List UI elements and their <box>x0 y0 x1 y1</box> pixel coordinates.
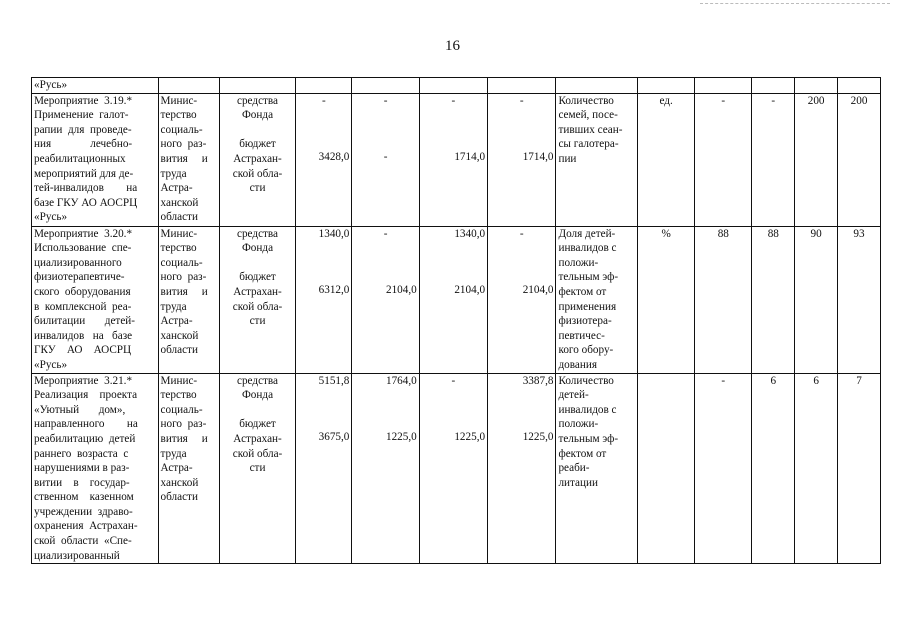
year1-cell-budget: 1225,0 <box>385 431 417 444</box>
year3-cell <box>488 373 556 564</box>
executor-cell-line: труда <box>160 167 187 180</box>
program-table <box>31 77 881 564</box>
year1-cell <box>352 373 419 564</box>
year1-cell <box>352 93 419 226</box>
indicator-cell <box>556 373 638 564</box>
indicator-cell-line: применения <box>558 300 617 313</box>
event-cell <box>32 373 159 564</box>
value-cell: - <box>752 93 795 226</box>
indicator-cell-line: Количество <box>558 94 614 107</box>
executor-cell-line: области <box>160 344 198 357</box>
executor-cell-line: труда <box>160 447 187 460</box>
source-cell-line <box>222 256 294 271</box>
table-body <box>32 93 881 564</box>
indicator-cell-line: Доля детей- <box>558 227 616 240</box>
table-row <box>32 93 881 226</box>
year1-cell <box>352 226 419 373</box>
indicator-cell-line: кого обору- <box>558 344 614 357</box>
executor-cell-line: труда <box>160 300 187 313</box>
value-cell: 88 <box>752 226 795 373</box>
total-cell <box>296 373 352 564</box>
event-line: Применение галот- <box>34 109 129 122</box>
event-cell <box>32 226 159 373</box>
value-cell: 93 <box>838 226 881 373</box>
table-row <box>32 373 881 564</box>
event-line: направленного на <box>34 418 138 431</box>
source-cell <box>219 226 296 373</box>
event-line: рапии для проведе- <box>34 123 132 136</box>
header-rule <box>700 3 890 4</box>
executor-cell-line: социаль- <box>160 256 203 269</box>
value-cell: - <box>695 373 752 564</box>
source-cell-line: Астрахан- <box>233 285 282 298</box>
event-line: нарушениями в раз- <box>34 462 130 475</box>
executor-cell-line: области <box>160 491 198 504</box>
unit-cell <box>638 373 695 564</box>
executor-cell-line: ханской <box>160 476 199 489</box>
event-line: реабилитацию детей <box>34 432 136 445</box>
year2-cell-budget: 2104,0 <box>454 284 486 297</box>
indicator-cell-line: положи- <box>558 256 599 269</box>
year1-cell-fund: - <box>383 227 388 240</box>
executor-cell-line: Минис- <box>160 374 198 387</box>
indicator-cell-line: инвалидов с <box>558 403 617 416</box>
indicator-cell <box>556 93 638 226</box>
event-line: раннего возраста с <box>34 447 129 460</box>
value-cell: 6 <box>752 373 795 564</box>
year1-cell-budget: 2104,0 <box>385 284 417 297</box>
source-cell-line: Фонда <box>241 109 274 122</box>
event-line: Использование спе- <box>34 242 132 255</box>
executor-cell <box>158 93 219 226</box>
source-cell-line <box>222 403 294 418</box>
total-cell-budget: 3428,0 <box>318 151 350 164</box>
continuation-row <box>32 78 881 94</box>
total-cell-fund: 1340,0 <box>318 227 350 240</box>
executor-cell-line: Астра- <box>160 462 193 475</box>
source-cell-line: Фонда <box>241 389 274 402</box>
indicator-cell-line: фектом от <box>558 285 607 298</box>
event-line: в комплексной реа- <box>34 300 132 313</box>
event-line: мероприятий для де- <box>34 167 134 180</box>
event-line: Мероприятие 3.21.* <box>34 374 133 387</box>
event-line: реабилитационных <box>34 152 126 165</box>
event-line: Мероприятие 3.20.* <box>34 227 133 240</box>
indicator-cell-line: положи- <box>558 418 599 431</box>
event-line: охранения Астрахан- <box>34 520 138 533</box>
event-line: циализированный <box>34 549 120 562</box>
unit-cell: ед. <box>638 93 695 226</box>
year3-cell-budget: 1225,0 <box>522 431 554 444</box>
year1-cell-budget: - <box>383 151 388 164</box>
year2-cell <box>419 226 487 373</box>
executor-cell-line: терство <box>160 389 197 402</box>
event-line: ского оборудования <box>34 285 131 298</box>
event-line: «Уютный дом», <box>34 403 126 416</box>
event-line: «Русь» <box>34 358 68 371</box>
event-line: ской области «Спе- <box>34 535 132 548</box>
year2-cell <box>419 373 487 564</box>
event-line: тей-инвалидов на <box>34 182 138 195</box>
executor-cell-line: ханской <box>160 196 199 209</box>
year1-cell-fund: 1764,0 <box>385 374 417 387</box>
event-line: билитации детей- <box>34 315 136 328</box>
year3-cell-budget: 1714,0 <box>522 151 554 164</box>
event-line: учреждении здраво- <box>34 505 133 518</box>
indicator-cell-line: реаби- <box>558 462 590 475</box>
executor-cell-line: ного раз- <box>160 271 207 284</box>
executor-cell-line: терство <box>160 109 197 122</box>
value-cell: 200 <box>838 93 881 226</box>
source-cell-line: ской обла- <box>232 167 283 180</box>
executor-cell-line: Астра- <box>160 315 193 328</box>
total-cell-budget: 6312,0 <box>318 284 350 297</box>
value-cell: 200 <box>795 93 838 226</box>
source-cell <box>219 93 296 226</box>
table-row <box>32 226 881 373</box>
indicator-cell-line: сы галотера- <box>558 138 619 151</box>
indicator-cell <box>556 226 638 373</box>
year2-cell-fund: - <box>451 374 456 387</box>
year3-cell <box>488 226 556 373</box>
value-cell: 6 <box>795 373 838 564</box>
indicator-cell-line: тивших сеан- <box>558 123 623 136</box>
total-cell-fund: 5151,8 <box>318 374 350 387</box>
event-line: ГКУ АО АОСРЦ <box>34 344 132 357</box>
indicator-cell-line: литации <box>558 476 598 489</box>
year3-cell-fund: - <box>519 94 524 107</box>
source-cell-line: бюджет <box>239 138 276 151</box>
indicator-cell-line: пии <box>558 152 577 165</box>
event-line: ния лечебно- <box>34 138 133 151</box>
event-line: «Русь» <box>34 211 68 224</box>
executor-cell-line: области <box>160 211 198 224</box>
page-number: 16 <box>445 38 460 54</box>
source-cell-line: сти <box>249 182 266 195</box>
indicator-cell-line: инвалидов с <box>558 242 617 255</box>
value-cell: 90 <box>795 226 838 373</box>
event-line: ственном казенном <box>34 491 134 504</box>
source-cell <box>219 373 296 564</box>
source-cell-line: Астрахан- <box>233 432 282 445</box>
executor-cell-line: вития и <box>160 285 208 298</box>
source-cell-line: средства <box>237 374 279 387</box>
executor-cell-line: вития и <box>160 152 208 165</box>
executor-cell <box>158 373 219 564</box>
indicator-cell-line: дования <box>558 358 597 371</box>
total-cell-fund: - <box>321 94 326 107</box>
source-cell-line: Астрахан- <box>233 152 282 165</box>
executor-cell-line: ного раз- <box>160 138 207 151</box>
source-cell-line: Фонда <box>241 242 274 255</box>
source-cell-line: сти <box>249 315 266 328</box>
indicator-cell-line: детей- <box>558 389 589 402</box>
source-cell-line: средства <box>237 227 279 240</box>
event-line: физиотерапевтиче- <box>34 271 125 284</box>
value-cell: 7 <box>838 373 881 564</box>
executor-cell-line: Астра- <box>160 182 193 195</box>
value-cell: 88 <box>695 226 752 373</box>
event-line: циализированного <box>34 256 122 269</box>
indicator-cell-line: тельным эф- <box>558 271 619 284</box>
event-line: Реализация проекта <box>34 389 138 402</box>
year2-cell-budget: 1714,0 <box>454 151 486 164</box>
year2-cell-budget: 1225,0 <box>454 431 486 444</box>
source-cell-line: ской обла- <box>232 300 283 313</box>
indicator-cell-line: фектом от <box>558 447 607 460</box>
year2-cell-fund: - <box>451 94 456 107</box>
source-cell-line: ской обла- <box>232 447 283 460</box>
value-cell: - <box>695 93 752 226</box>
year1-cell-fund: - <box>383 94 388 107</box>
indicator-cell-line: тельным эф- <box>558 432 619 445</box>
source-cell-line: сти <box>249 462 266 475</box>
executor-cell-line: социаль- <box>160 123 203 136</box>
year2-cell-fund: 1340,0 <box>454 227 486 240</box>
event-line: витии в государ- <box>34 476 130 489</box>
source-cell-line: средства <box>237 94 279 107</box>
indicator-cell-line: семей, посе- <box>558 109 618 122</box>
executor-cell-line: вития и <box>160 432 208 445</box>
indicator-cell-line: Количество <box>558 374 614 387</box>
year2-cell <box>419 93 487 226</box>
total-cell <box>296 226 352 373</box>
indicator-cell-line: физиотера- <box>558 315 612 328</box>
year3-cell <box>488 93 556 226</box>
indicator-cell-line: певтичес- <box>558 329 605 342</box>
year3-cell-fund: - <box>519 227 524 240</box>
executor-cell <box>158 226 219 373</box>
unit-cell: % <box>638 226 695 373</box>
year3-cell-fund: 3387,8 <box>522 374 554 387</box>
event-line: Мероприятие 3.19.* <box>34 94 133 107</box>
executor-cell-line: терство <box>160 242 197 255</box>
executor-cell-line: ного раз- <box>160 418 207 431</box>
continuation-cell: «Русь» <box>32 78 159 94</box>
event-line: базе ГКУ АО АОСРЦ <box>34 196 138 209</box>
executor-cell-line: социаль- <box>160 403 203 416</box>
source-cell-line: бюджет <box>239 418 276 431</box>
year3-cell-budget: 2104,0 <box>522 284 554 297</box>
total-cell-budget: 3675,0 <box>318 431 350 444</box>
executor-cell-line: ханской <box>160 329 199 342</box>
source-cell-line <box>222 123 294 138</box>
executor-cell-line: Минис- <box>160 227 198 240</box>
total-cell <box>296 93 352 226</box>
source-cell-line: бюджет <box>239 271 276 284</box>
event-cell <box>32 93 159 226</box>
event-line: инвалидов на базе <box>34 329 133 342</box>
executor-cell-line: Минис- <box>160 94 198 107</box>
